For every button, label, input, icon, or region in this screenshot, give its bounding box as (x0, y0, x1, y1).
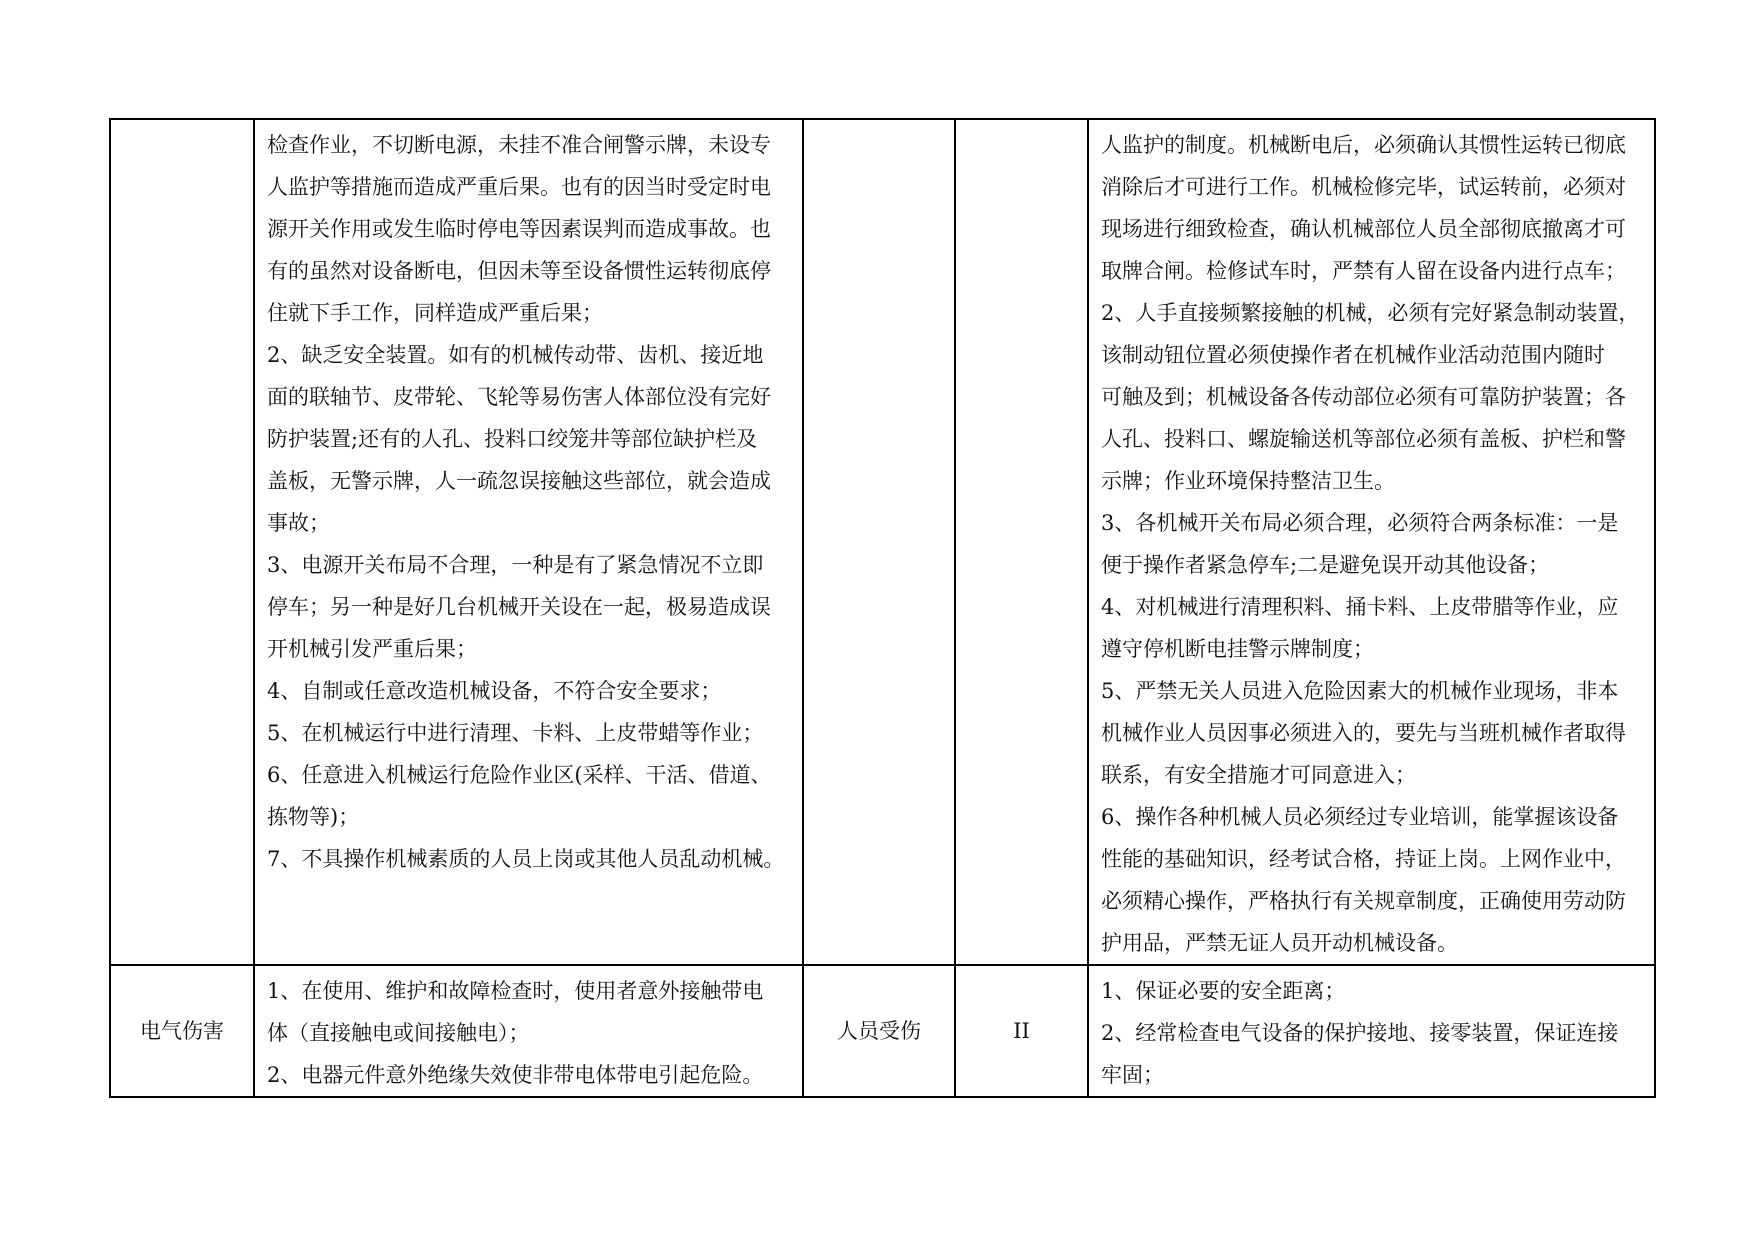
cause-line: 2、缺乏安全装置。如有的机械传动带、齿机、接近地 (267, 343, 764, 367)
cause-line: 开机械引发严重后果； (267, 637, 477, 661)
measure-line: 2、人手直接频繁接触的机械，必须有完好紧急制动装置， (1101, 301, 1640, 325)
measure-line: 护用品，严禁无证人员开动机械设备。 (1101, 931, 1458, 955)
consequence-cell (803, 965, 955, 1097)
consequence-cell (803, 119, 955, 965)
level-cell (955, 965, 1088, 1097)
measure-line: 5、严禁无关人员进入危险因素大的机械作业现场，非本 (1101, 679, 1619, 703)
cause-line: 防护装置;还有的人孔、投料口绞笼井等部位缺护栏及 (267, 427, 758, 451)
measures-cell (1088, 119, 1655, 965)
level-cell (955, 119, 1088, 965)
cause-line: 4、自制或任意改造机械设备，不符合安全要求； (267, 679, 722, 703)
measure-line: 1、保证必要的安全距离； (1101, 979, 1346, 1003)
measures-list (1089, 966, 1654, 1096)
causes-list (255, 120, 802, 880)
level-label: II (1013, 1019, 1030, 1043)
cause-line: 源开关作用或发生临时停电等因素误判而造成事故。也 (267, 217, 771, 241)
measures-list (1089, 120, 1654, 964)
cause-line: 人监护等措施而造成严重后果。也有的因当时受定时电 (267, 175, 771, 199)
hazard-cell (110, 965, 254, 1097)
cause-line: 检查作业，不切断电源，未挂不准合闸警示牌，未设专 (267, 133, 771, 157)
hazard-table (109, 118, 1656, 1098)
table-row (110, 965, 1655, 1097)
measure-line: 该制动钮位置必须使操作者在机械作业活动范围内随时 (1101, 343, 1605, 367)
measure-line: 性能的基础知识，经考试合格，持证上岗。上网作业中， (1101, 847, 1626, 871)
measure-line: 牢固； (1101, 1063, 1164, 1087)
cause-line: 5、在机械运行中进行清理、卡料、上皮带蜡等作业； (267, 721, 764, 745)
cause-line: 体（直接触电或间接触电）； (267, 1021, 530, 1045)
cause-line: 7、不具操作机械素质的人员上岗或其他人员乱动机械。 (267, 847, 785, 871)
hazard-label: 电气伤害 (140, 1019, 224, 1043)
causes-cell (254, 965, 803, 1097)
measure-line: 消除后才可进行工作。机械检修完毕，试运转前，必须对 (1101, 175, 1626, 199)
measure-line: 示牌；作业环境保持整洁卫生。 (1101, 469, 1395, 493)
measure-line: 便于操作者紧急停车;二是避免误开动其他设备； (1101, 553, 1550, 577)
measure-line: 必须精心操作，严格执行有关规章制度，正确使用劳动防 (1101, 889, 1626, 913)
measures-cell (1088, 965, 1655, 1097)
cause-line: 6、任意进入机械运行危险作业区(采样、干活、借道、 (267, 763, 772, 787)
cause-line: 2、电器元件意外绝缘失效使非带电体带电引起危险。 (267, 1063, 764, 1087)
measure-line: 人监护的制度。机械断电后，必须确认其惯性运转已彻底 (1101, 133, 1626, 157)
cause-line: 住就下手工作，同样造成严重后果； (267, 301, 603, 325)
measure-line: 6、操作各种机械人员必须经过专业培训，能掌握该设备 (1101, 805, 1619, 829)
consequence-label: 人员受伤 (837, 1019, 921, 1043)
cause-line: 1、在使用、维护和故障检查时，使用者意外接触带电 (267, 979, 764, 1003)
measure-line: 人孔、投料口、螺旋输送机等部位必须有盖板、护栏和警 (1101, 427, 1626, 451)
measure-line: 3、各机械开关布局必须合理，必须符合两条标准：一是 (1101, 511, 1619, 535)
measure-line: 取牌合闸。检修试车时，严禁有人留在设备内进行点车； (1101, 259, 1626, 283)
measure-line: 可触及到；机械设备各传动部位必须有可靠防护装置；各 (1101, 385, 1626, 409)
table-row (110, 119, 1655, 965)
measure-line: 现场进行细致检查，确认机械部位人员全部彻底撤离才可 (1101, 217, 1626, 241)
hazard-cell (110, 119, 254, 965)
measure-line: 联系，有安全措施才可同意进入； (1101, 763, 1416, 787)
measure-line: 遵守停机断电挂警示牌制度； (1101, 637, 1374, 661)
measure-line: 2、经常检查电气设备的保护接地、接零装置，保证连接 (1101, 1021, 1619, 1045)
causes-list (255, 966, 802, 1096)
cause-line: 有的虽然对设备断电，但因未等至设备惯性运转彻底停 (267, 259, 771, 283)
cause-line: 盖板，无警示牌，人一疏忽误接触这些部位，就会造成 (267, 469, 771, 493)
cause-line: 拣物等)； (267, 805, 360, 829)
measure-line: 机械作业人员因事必须进入的，要先与当班机械作者取得 (1101, 721, 1626, 745)
cause-line: 面的联轴节、皮带轮、飞轮等易伤害人体部位没有完好 (267, 385, 771, 409)
cause-line: 3、电源开关布局不合理，一种是有了紧急情况不立即 (267, 553, 764, 577)
measure-line: 4、对机械进行清理积料、捅卡料、上皮带腊等作业，应 (1101, 595, 1619, 619)
causes-cell (254, 119, 803, 965)
cause-line: 事故； (267, 511, 330, 535)
cause-line: 停车；另一种是好几台机械开关设在一起，极易造成误 (267, 595, 771, 619)
